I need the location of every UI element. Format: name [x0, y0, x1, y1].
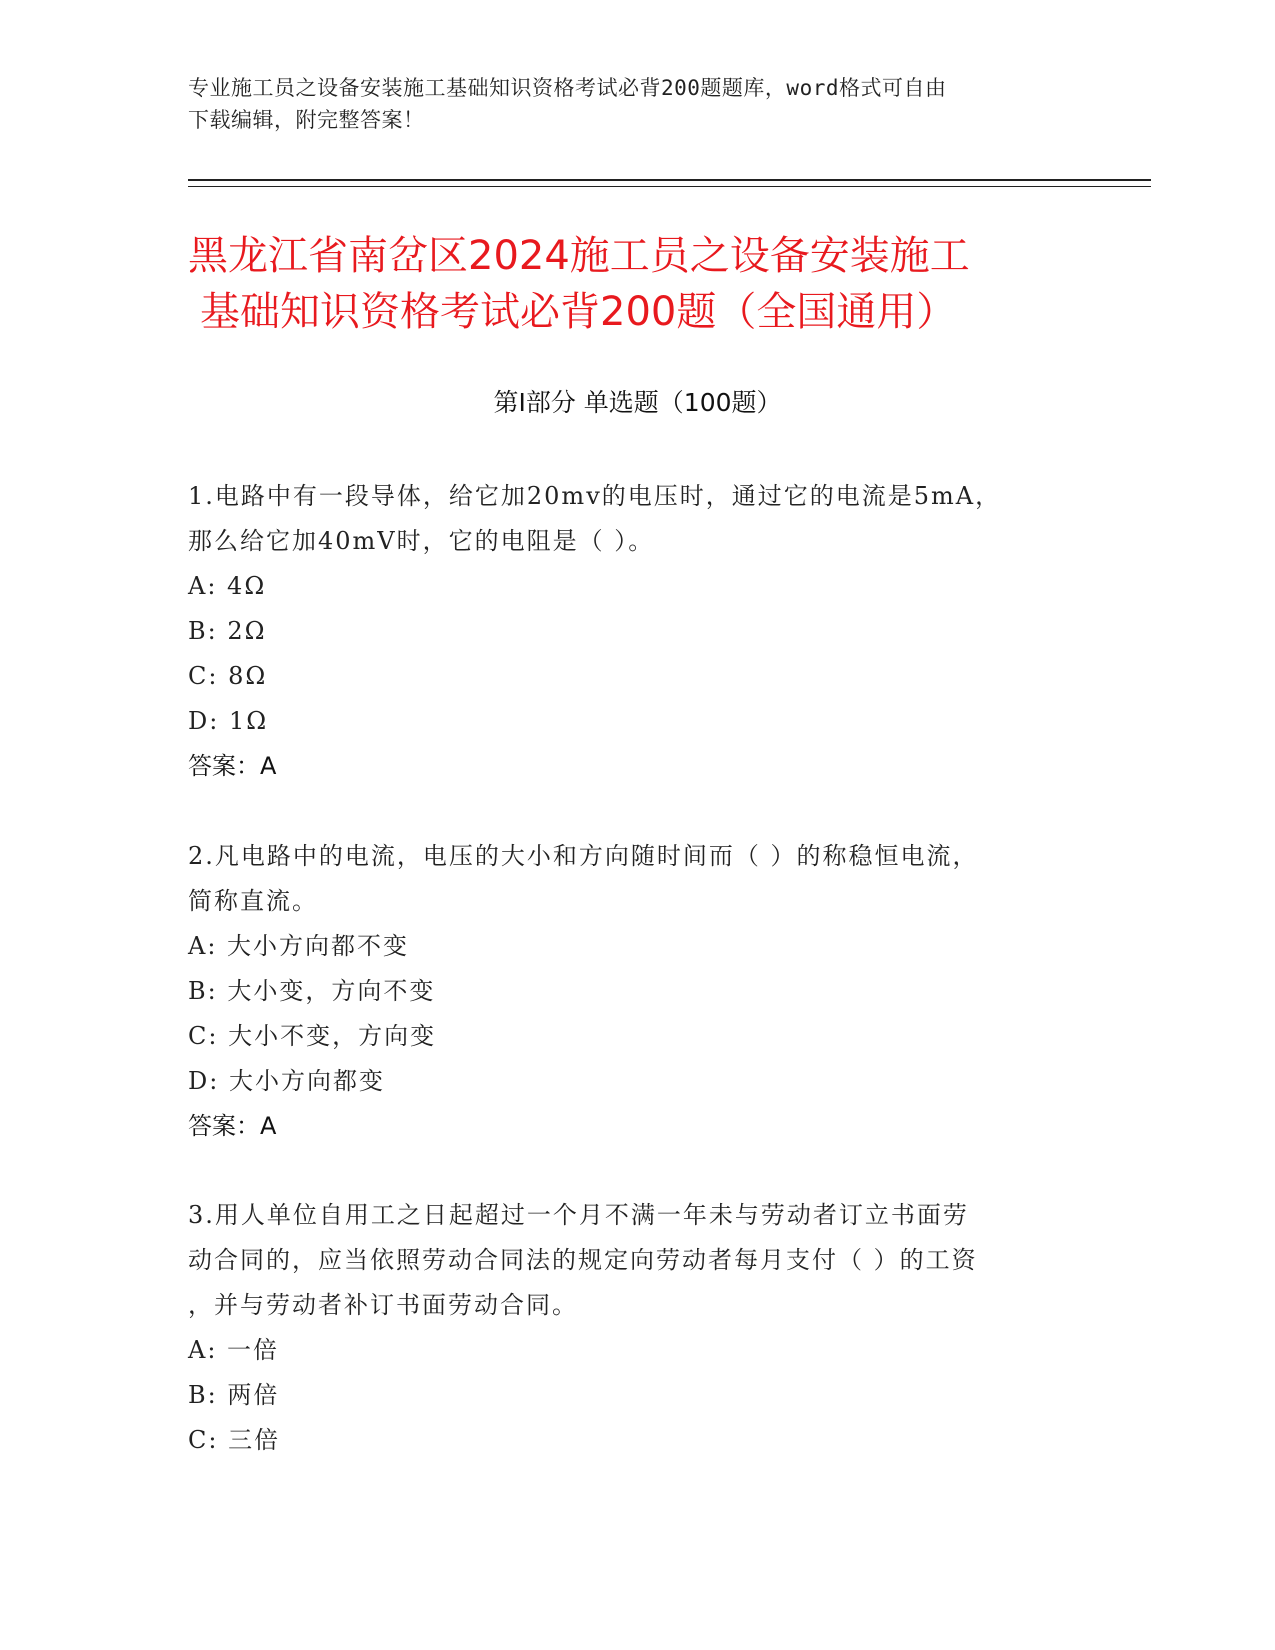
answer-line: 答案：A [188, 1112, 277, 1140]
option-b: B: 2Ω [188, 617, 267, 645]
question-stem-line: 那么给它加40mV时，它的电阻是（ ）。 [188, 527, 655, 555]
header-note-line: 专业施工员之设备安装施工基础知识资格考试必背200题题库，word格式可自由 [188, 76, 947, 100]
option-b: B: 两倍 [188, 1381, 280, 1409]
option-c: C: 大小不变，方向变 [188, 1022, 437, 1050]
section-heading: 第Ⅰ部分 单选题（100题） [493, 388, 782, 417]
question-stem-line: 动合同的，应当依照劳动合同法的规定向劳动者每月支付（ ）的工资 [188, 1246, 978, 1274]
question-stem-line: 3.用人单位自用工之日起超过一个月不满一年未与劳动者订立书面劳 [188, 1201, 969, 1229]
option-a: A: 一倍 [188, 1336, 280, 1364]
document-title [188, 228, 1088, 340]
question-3 [188, 1193, 1068, 1463]
option-c: C: 三倍 [188, 1426, 281, 1454]
question-stem-line: 2.凡电路中的电流，电压的大小和方向随时间而（ ）的称稳恒电流， [188, 842, 979, 870]
title-line: 黑龙江省南岔区2024施工员之设备安装施工 [188, 233, 970, 279]
header-note [188, 72, 1088, 136]
header-divider-thin [188, 186, 1151, 187]
option-a: A: 4Ω [188, 572, 267, 600]
question-stem-line: 简称直流。 [188, 887, 318, 915]
option-a: A: 大小方向都不变 [188, 932, 410, 960]
option-b: B: 大小变，方向不变 [188, 977, 436, 1005]
option-d: D: 1Ω [188, 707, 269, 735]
question-stem-line: 1.电路中有一段导体，给它加20mv的电压时，通过它的电流是5mA， [188, 482, 1002, 510]
title-line: 基础知识资格考试必背200题（全国通用） [200, 289, 957, 335]
question-1 [188, 474, 1068, 789]
option-d: D: 大小方向都变 [188, 1067, 385, 1095]
question-stem-line: ，并与劳动者补订书面劳动合同。 [188, 1291, 578, 1319]
answer-line: 答案：A [188, 752, 277, 780]
header-divider [188, 179, 1151, 181]
option-c: C: 8Ω [188, 662, 268, 690]
question-2 [188, 834, 1068, 1149]
header-note-line: 下载编辑，附完整答案！ [188, 108, 425, 132]
